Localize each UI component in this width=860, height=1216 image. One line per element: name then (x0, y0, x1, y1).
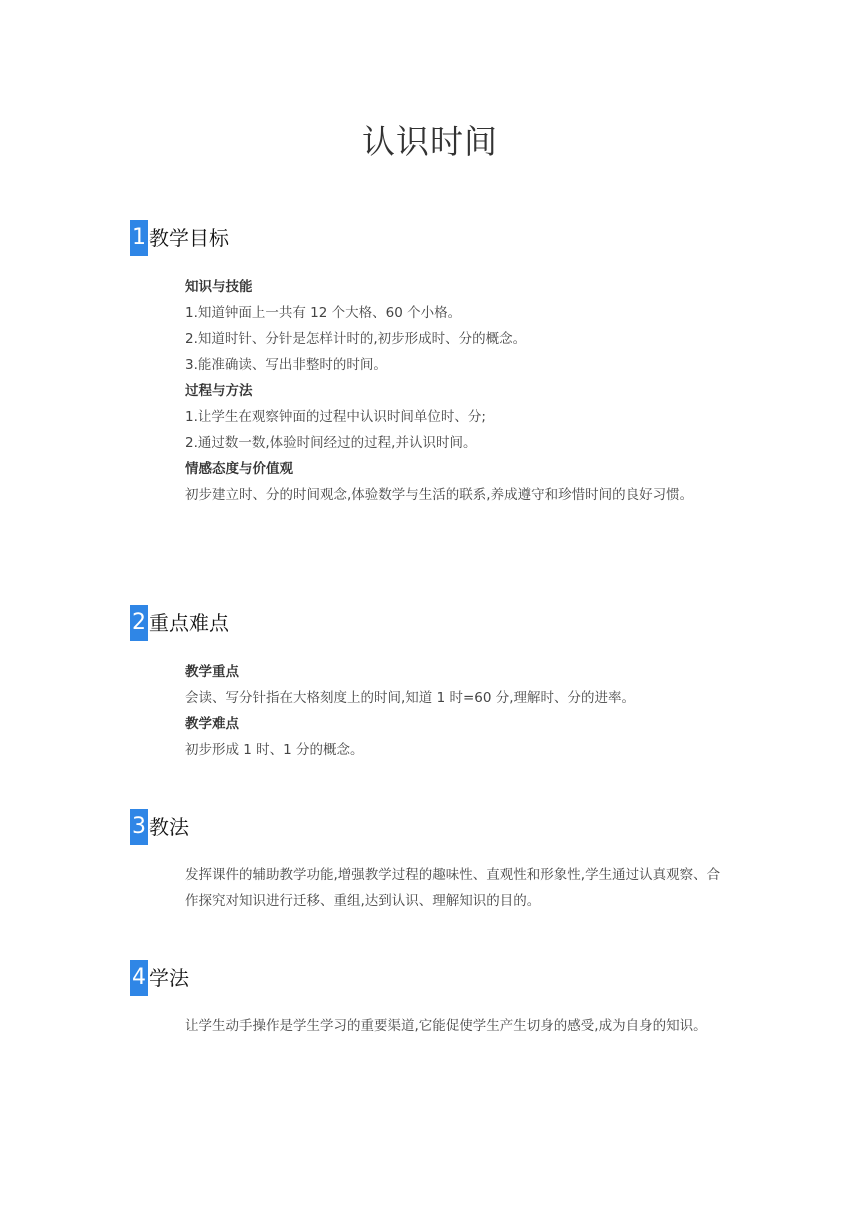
section-number-badge: 4 (130, 960, 148, 996)
section-heading-text: 重点难点 (149, 611, 229, 635)
section-body-teaching-goals (185, 274, 730, 508)
body-line: 初步形成 1 时、1 分的概念。 (185, 742, 364, 758)
section-body-teaching-method (185, 862, 730, 914)
section-body-key-difficult-points (185, 659, 730, 763)
section-heading-teaching-goals (130, 220, 229, 256)
body-line: 1.知道钟面上一共有 12 个大格、60 个小格。 (185, 305, 462, 321)
body-line: 1.让学生在观察钟面的过程中认识时间单位时、分; (185, 409, 486, 425)
body-paragraph: 初步建立时、分的时间观念,体验数学与生活的联系,养成遵守和珍惜时间的良好习惯。 (185, 487, 694, 503)
section-heading-teaching-method (130, 809, 189, 845)
body-line: 2.知道时针、分针是怎样计时的,初步形成时、分的概念。 (185, 331, 527, 347)
body-line: 会读、写分针指在大格刻度上的时间,知道 1 时=60 分,理解时、分的进率。 (185, 690, 636, 706)
section-body-learning-method (185, 1013, 730, 1039)
subsection-label: 过程与方法 (185, 383, 253, 399)
body-line: 3.能准确读、写出非整时的时间。 (185, 357, 387, 373)
subsection-label: 教学重点 (185, 664, 239, 680)
subsection-label: 知识与技能 (185, 279, 253, 295)
section-heading-learning-method (130, 960, 189, 996)
section-number-badge: 2 (130, 605, 148, 641)
body-paragraph: 发挥课件的辅助教学功能,增强教学过程的趣味性、直观性和形象性,学生通过认真观察、合作探究对知识进行迁移、重组,达到认识、理解知识的目的。 (185, 867, 721, 909)
section-heading-text: 学法 (149, 966, 189, 990)
body-paragraph: 让学生动手操作是学生学习的重要渠道,它能促使学生产生切身的感受,成为自身的知识。 (185, 1018, 707, 1034)
section-number-badge: 1 (130, 220, 148, 256)
subsection-label: 情感态度与价值观 (185, 461, 293, 477)
section-heading-key-difficult-points (130, 605, 229, 641)
section-heading-text: 教学目标 (149, 226, 229, 250)
section-number-badge: 3 (130, 809, 148, 845)
page-title: 认识时间 (362, 122, 498, 161)
section-heading-text: 教法 (149, 815, 189, 839)
body-line: 2.通过数一数,体验时间经过的过程,并认识时间。 (185, 435, 477, 451)
subsection-label: 教学难点 (185, 716, 239, 732)
